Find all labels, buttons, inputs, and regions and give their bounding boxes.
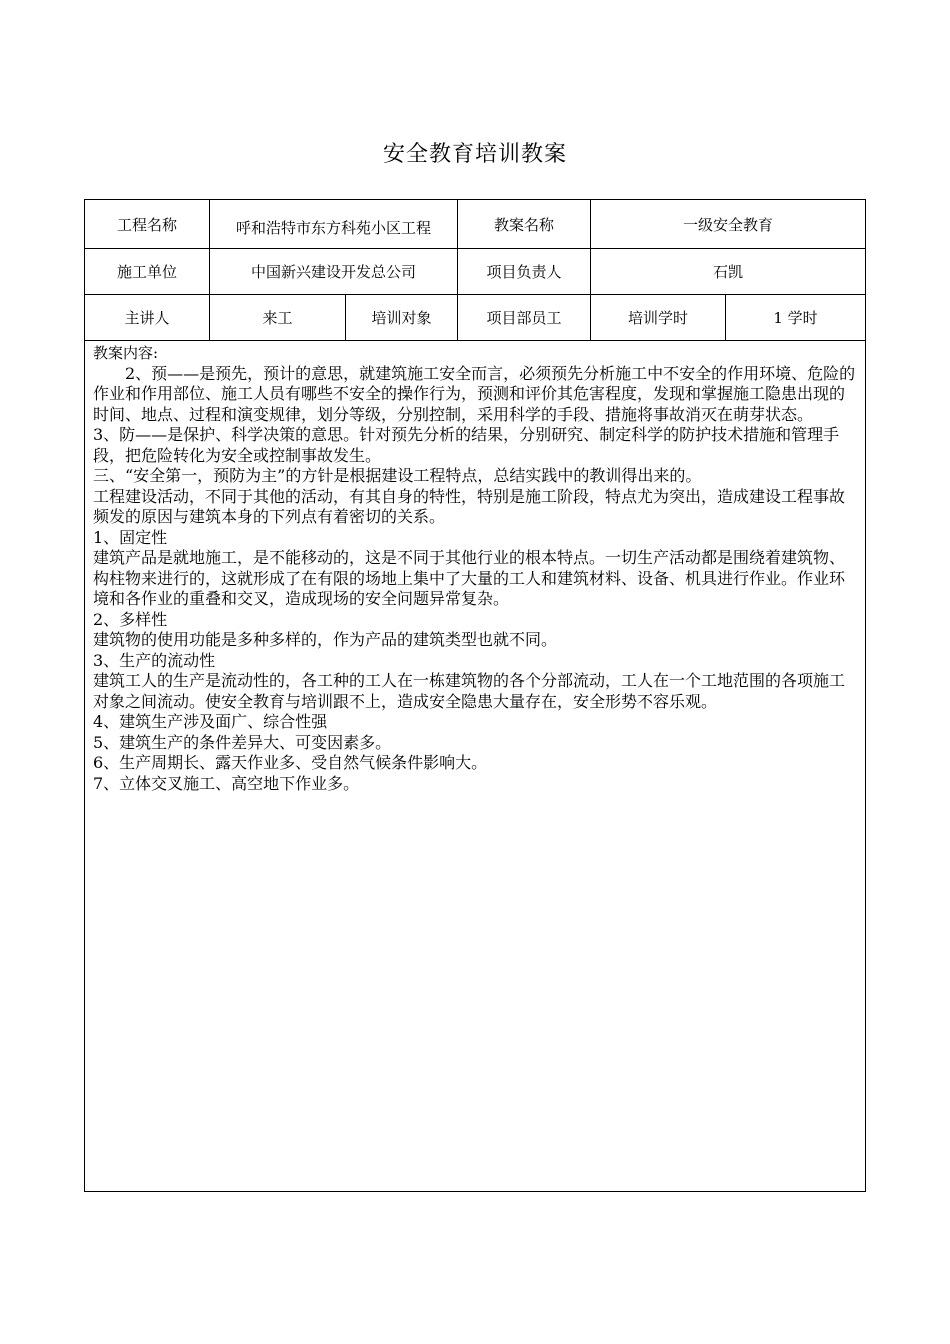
content-paragraph: 三、“安全第一，预防为主”的方针是根据建设工程特点，总结实践中的教训得出来的。 (93, 466, 702, 485)
lecturer-label: 主讲人 (124, 309, 170, 327)
audience-value: 项目部员工 (486, 309, 562, 327)
construction-unit-value: 中国新兴建设开发总公司 (250, 263, 416, 281)
row-divider (85, 340, 865, 341)
content-heading: 教案内容: (93, 344, 159, 362)
content-paragraph: 5、建筑生产的条件差异大、可变因素多。 (93, 732, 392, 752)
project-name-value: 呼和浩特市东方科苑小区工程 (235, 218, 431, 237)
hours-label: 培训学时 (627, 309, 688, 327)
page-title: 安全教育培训教案 (382, 142, 567, 167)
project-manager-label: 项目负责人 (486, 263, 562, 281)
lecturer-value: 来工 (262, 309, 293, 327)
content-paragraph: 3、生产的流动性 (93, 650, 216, 670)
content-paragraph: 3、防——是保护、科学决策的意思。针对预先分析的结果，分别研究、制定科学的防护技术措施和管理手段，把危险转化为安全或控制事故发生。 (93, 425, 840, 465)
content-paragraph: 建筑工人的生产是流动性的，各工种的工人在一栋建筑物的各个分部流动，工人在一个工地范围的各项施工对象之间流动。使安全教育与培训跟不上，造成安全隐患大量存在，安全形势不容乐观。 (93, 671, 846, 711)
lesson-name-label: 教案名称 (493, 215, 554, 234)
audience-label: 培训对象 (371, 309, 432, 327)
lesson-content (93, 343, 859, 794)
content-paragraph: 建筑物的使用功能是多种多样的，作为产品的建筑类型也就不同。 (93, 630, 558, 649)
content-paragraph: 建筑产品是就地施工，是不能移动的，这是不同于其他行业的根本特点。一切生产活动都是围绕着建筑物、构柱物来进行的，这就形成了在有限的场地上集中了大量的工人和建筑材料、设备、机具进行作业。作业环境和各作业的重叠和交叉，造成现场的安全问题异常复杂。 (93, 548, 846, 608)
content-paragraph: 6、生产周期长、露天作业多、受自然气候条件影响大。 (93, 753, 488, 772)
construction-unit-label: 施工单位 (116, 263, 177, 281)
content-paragraph: 工程建设活动，不同于其他的活动，有其自身的特性，特别是施工阶段，特点尤为突出，造成建设工程事故频发的原因与建筑本身的下列点有着密切的关系。 (93, 486, 846, 526)
content-paragraph: 7、立体交叉施工、高空地下作业多。 (93, 773, 360, 793)
content-paragraph: 1、固定性 (93, 527, 168, 547)
training-plan-table (84, 199, 866, 1192)
content-paragraph: 4、建筑生产涉及面广、综合性强 (93, 712, 328, 731)
content-paragraph: 2、预——是预先，预计的意思，就建筑施工安全而言，必须预先分析施工中不安全的作用环境、危险的作业和作用部位、施工人员有哪些不安全的操作行为，预测和评价其危害程度，发现和掌握施工隐患出现的时间、地点、过程和演变规律，划分等级，分别控制，采用科学的手段、措施将事故消灭在萌芽状态。 (93, 363, 856, 424)
project-manager-value: 石凯 (712, 263, 743, 281)
content-paragraph: 2、多样性 (93, 609, 168, 629)
hours-value: 1 学时 (773, 309, 818, 327)
project-name-label: 工程名称 (116, 215, 177, 234)
lesson-name-value: 一级安全教育 (682, 215, 773, 234)
